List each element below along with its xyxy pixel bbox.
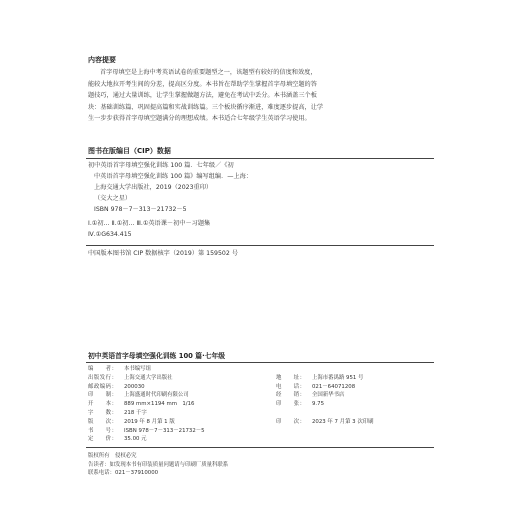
publication-right bbox=[276, 365, 374, 427]
rights-block bbox=[88, 452, 228, 478]
cip-classification bbox=[88, 218, 210, 240]
cip-divider bbox=[86, 158, 434, 159]
rights-line: 版权所有 侵权必究 bbox=[88, 453, 137, 459]
cip-line: 上海交通大学出版社，2019（2023重印） bbox=[94, 184, 213, 191]
pub-row-format: 开 本： 889 mm×1194 mm 1/16 bbox=[88, 401, 195, 408]
intro-heading: 内容提要 bbox=[88, 56, 116, 64]
pub-row-publisher: 出版发行： 上海交通大学出版社 bbox=[88, 374, 173, 381]
pub-row-phone: 电 话： 021－64071208 bbox=[276, 383, 356, 390]
pub-row-printer: 印 制： 上海盛通时代印刷有限公司 bbox=[88, 392, 189, 399]
publication-left bbox=[88, 365, 205, 444]
cip-bottom-divider bbox=[86, 245, 434, 246]
cip-block bbox=[88, 160, 252, 215]
pub-row-sheets: 印 张： 9.75 bbox=[276, 401, 325, 408]
book-title: 初中英语首字母填空强化训练 100 篇·七年级 bbox=[88, 352, 226, 360]
cip-heading: 图书在版编目（CIP）数据 bbox=[88, 147, 171, 155]
intro-text bbox=[88, 67, 438, 125]
cip-class-line: Ⅳ.①G634.415 bbox=[88, 231, 132, 238]
cip-line: （交大之星） bbox=[94, 195, 132, 202]
rights-line: 告读者：如发现本书有印装质量问题请与印刷厂质量科联系 bbox=[88, 461, 229, 468]
pub-row-wordcount: 字 数： 218 千字 bbox=[88, 409, 147, 416]
details-divider bbox=[86, 447, 434, 448]
pub-row-editor: 编 者： 本书编写组 bbox=[88, 366, 151, 372]
pub-row-isbn: 书 号： ISBN 978－7－313－21732－5 bbox=[88, 427, 205, 434]
intro-line: 生一步步获得首字母填空题满分的理想成绩。本书适合七年级学生英语学习使用。 bbox=[88, 115, 311, 122]
cip-footer: 中国版本图书馆 CIP 数据核字（2019）第 159502 号 bbox=[88, 250, 238, 257]
cip-line: ISBN 978－7－313－21732－5 bbox=[94, 206, 187, 213]
pub-row-edition: 版 次： 2019 年 8 月第 1 版 bbox=[88, 418, 175, 425]
pub-row-distributor: 经 销： 全国新华书店 bbox=[276, 392, 345, 399]
intro-line: 题技巧，通过大量训练，让学生掌握做题方法，避免在考试中丢分。本书涵盖三个板 bbox=[88, 92, 317, 99]
pub-row-price: 定 价： 35.00 元 bbox=[88, 436, 147, 443]
rights-line: 联系电话：021－37910000 bbox=[88, 470, 159, 477]
title-divider bbox=[86, 362, 434, 363]
pub-row-postcode: 邮政编码： 200030 bbox=[88, 383, 145, 390]
pub-row-printing: 印 次： 2023 年 7 月第 3 次印刷 bbox=[276, 418, 374, 425]
intro-line: 能较大地拉开考生间的分差，提高区分度。本书旨在帮助学生掌握首字母填空题的答 bbox=[88, 80, 317, 88]
intro-line: 块：基础训练篇、巩固提高篇和实战训练篇。三个板块循序渐进，难度逐步提高，让学 bbox=[88, 103, 324, 111]
cip-class-line: Ⅰ.①初… Ⅱ.①初… Ⅲ.①英语课－初中－习题集 bbox=[88, 220, 211, 227]
pub-row-address: 地 址： 上海市番禺路 951 号 bbox=[276, 374, 364, 381]
cip-line: 中英语首字母填空强化训练 100 篇》编写组编．—上海： bbox=[94, 173, 253, 180]
intro-line: 首字母填空是上海中考英语试卷的重要题型之一，该题型有较好的信度和效度， bbox=[100, 69, 317, 76]
cip-line: 初中英语首字母填空强化训练 100 篇．七年级／《初 bbox=[88, 162, 234, 169]
